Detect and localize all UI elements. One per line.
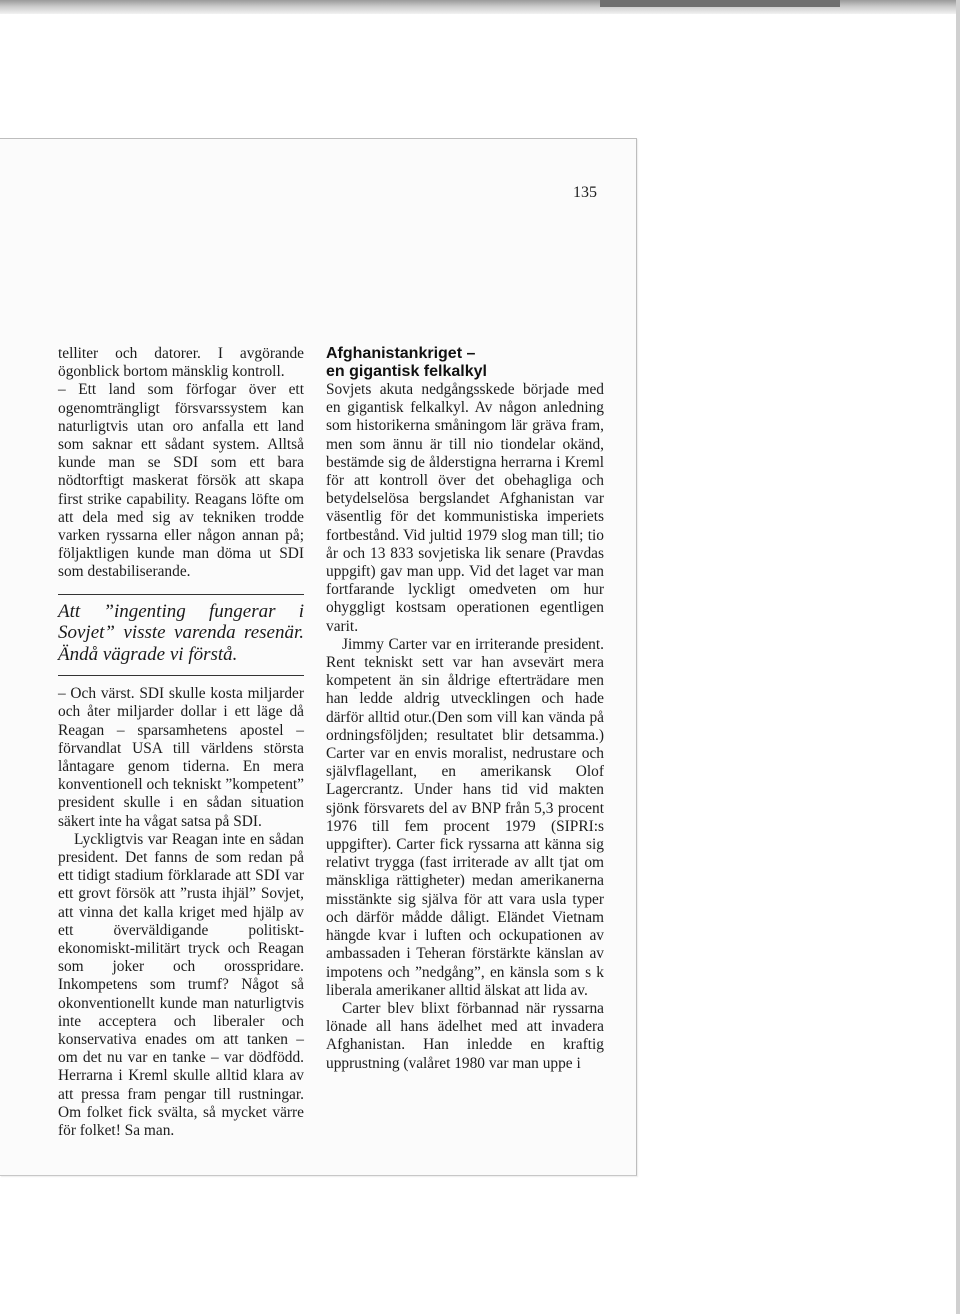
left-paragraph-1: telliter och datorer. I avgörande ögonblick bortom mänsklig kontroll. — [58, 345, 304, 381]
section-heading-line-2: en gigantisk felkalkyl — [326, 363, 487, 380]
left-column — [58, 345, 304, 1140]
left-paragraph-4: Lyckligtvis var Reagan inte en sådan president. Det fanns de som redan på ett tidigt stadium förklarade att SDI var ett grovt försök att ”rusta ihjäl” Sovjet, att vinna det kalla kriget med hjälp av ett överväldigande politiskt-ekonomiskt-militärt tryck och Reagan som joker och orosspridare. Inkompetens som trumf? Något så okonventionellt kunde man naturligtvis inte acceptera och liberaler och konservativa enades om att tanken – om det nu var en tanke – var dödfödd. Herrarna i Kreml skulle alltid klara av att pressa fram pengar till rustningar. Om folket fick svälta, så mycket värre för folket! Sa man. — [58, 830, 304, 1140]
page-number: 135 — [573, 184, 597, 201]
pull-quote-box — [58, 594, 304, 677]
right-paragraph-1: Sovjets akuta nedgångsskede började med en gigantisk felkalkyl. Av någon anledning som historikerna småningom lär gräva fram, men som ännu är till nio tiondelar okänd, bestämde sig de ålderstigna herrarna i Kreml för att kontroll över det obehagliga och betydelselösa bergslandet Afghanistan var väsentlig för det kommunistiska imperiets fortbestånd. Vid jultid 1979 slog man till; tio år och 13 833 sovjetiska lik senare (Pravdas uppgift) gav man upp. Vid det laget var man fortfarande lyckligt omedveten om hur ohyggligt kostsam operationen egentligen varit. — [326, 381, 604, 635]
section-heading-line-1: Afghanistankriget – — [326, 345, 476, 362]
scanner-top-shadow — [600, 0, 840, 7]
scanner-right-edge — [956, 0, 960, 1314]
section-heading-block — [326, 345, 604, 381]
right-paragraph-2: Jimmy Carter var en irriterande president. Rent tekniskt sett var han avsevärt mera kompetent än sin åldrige efterträdare men han ledde aldrig utvecklingen och hade därför alltid otur.(Den som vill kan vända på ordningsföljden; resultatet blir detsamma.) Carter var en envis moralist, nedrustare och självflagellant, en amerikansk Olof Lagercrantz. Under hans tid vid makten sjönk försvarets del av BNP från 5,3 procent 1976 till fem procent 1979 (SIPRI:s uppgifter). Carter fick ryssarna att känna sig relativt trygga (fast irriterade av allt tjat om mänskliga rättigheter) medan amerikanerna misstänkte sig själva för att vara usla typer och därför mådde dåligt. Eländet Vietnam hängde kvar i luften och ockupationen av ambassaden i Teheran förstärkte känslan av impotens och ”nedgång”, en känsla som s k liberala amerikaner alltid älskat att lida av. — [326, 635, 604, 999]
right-paragraph-3: Carter blev blixt förbannad när ryssarna lönade all hans ädelhet med att invadera Afghanistan. Han inledde en kraftig upprustning (valåret 1980 var man uppe i — [326, 999, 604, 1072]
left-paragraph-3: – Och värst. SDI skulle kosta miljarder och åter miljarder dollar i ett läge då Reagan – sparsamhetens apostel – förvandlat USA till världens största låntagare genom tiderna. En mera konventionell och tekniskt ”kompetent” president skulle i en sådan situation säkert inte ha vågat satsa på SDI. — [58, 685, 304, 830]
pull-quote: Att ”ingenting fungerar i Sovjet” visste varenda resenär. Ändå vägrade vi förstå. — [58, 600, 304, 665]
left-paragraph-2: – Ett land som förfogar över ett ogenomträngligt försvarssystem kan naturligtvis utan oro anfalla ett land som saknar ett sådant system. Alltså kunde man se SDI som ett bara nödtorftigt maskerat försök att skapa first strike capability. Reagans löfte om att dela med sig av tekniken trodde varken ryssarna eller någon annan på; följaktligen kunde man döma ut SDI som destabiliserande. — [58, 381, 304, 581]
right-column — [326, 345, 604, 1073]
